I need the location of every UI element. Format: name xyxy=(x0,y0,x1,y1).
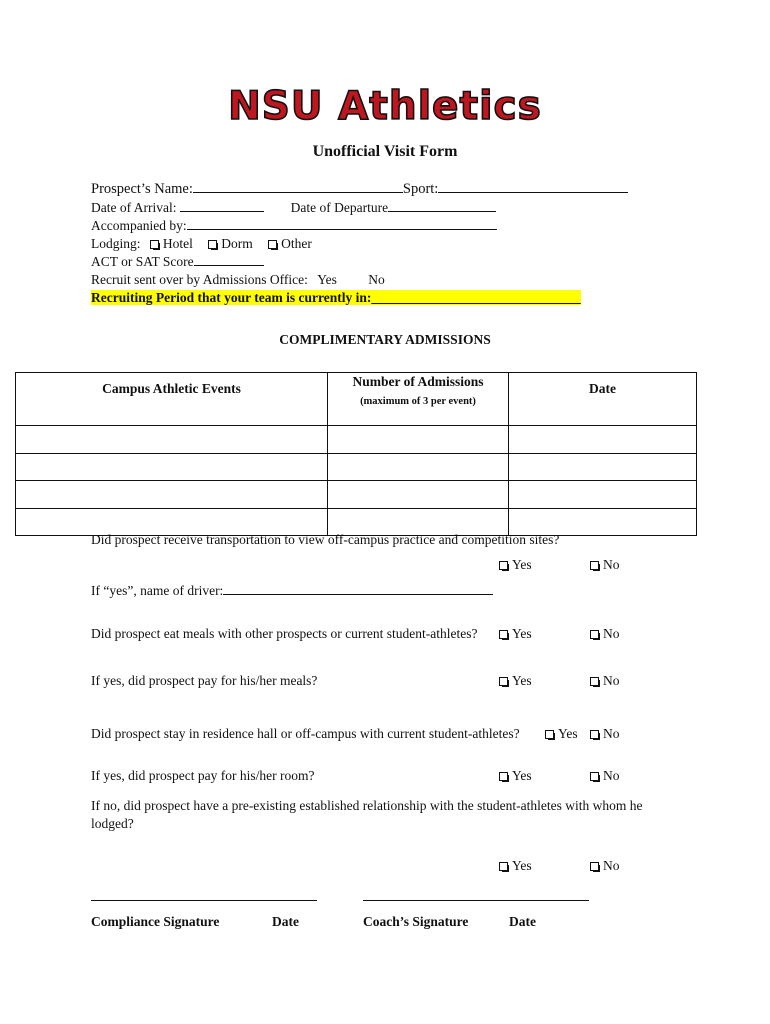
lodging-dorm-option[interactable]: Dorm xyxy=(208,236,253,251)
checkbox-icon[interactable] xyxy=(499,772,508,781)
recruiting-period-label: Recruiting Period that your team is currently in: xyxy=(91,290,372,305)
accompanied-row xyxy=(91,217,497,235)
relationship-question: If no, did prospect have a pre-existing established relationship with the student-athletes with whom he lodged? xyxy=(91,798,643,831)
hotel-checkbox-icon[interactable] xyxy=(150,240,159,249)
checkbox-icon[interactable] xyxy=(499,561,508,570)
arrival-label: Date of Arrival: xyxy=(91,200,177,215)
checkbox-icon[interactable] xyxy=(590,677,599,686)
meals-pay-question: If yes, did prospect pay for his/her meals? xyxy=(91,673,318,688)
transportation-question: Did prospect receive transportation to view off-campus practice and competition sites? xyxy=(91,532,560,547)
recruiting-period-field[interactable]: _______________________________ xyxy=(371,290,581,305)
meals-question: Did prospect eat meals with other prospects or current student-athletes? xyxy=(91,626,478,641)
checkbox-icon[interactable] xyxy=(590,630,599,639)
checkbox-icon[interactable] xyxy=(590,730,599,739)
score-field[interactable] xyxy=(194,253,264,266)
residence-yes[interactable]: Yes xyxy=(545,725,578,743)
arrival-departure-row xyxy=(91,199,496,217)
driver-label: If “yes”, name of driver: xyxy=(91,583,224,598)
accompanied-field[interactable] xyxy=(187,217,497,230)
score-label: ACT or SAT Score xyxy=(91,254,194,269)
residence-no[interactable]: No xyxy=(590,725,620,743)
form-title: Unofficial Visit Form xyxy=(312,143,458,160)
recruit-row xyxy=(91,271,385,289)
admissions-heading: COMPLIMENTARY ADMISSIONS xyxy=(279,332,491,347)
relationship-no[interactable]: No xyxy=(590,857,620,875)
lodging-hotel-option[interactable]: Hotel xyxy=(150,236,193,251)
table-header-row xyxy=(16,373,697,426)
lodging-other-option[interactable]: Other xyxy=(268,236,312,251)
recruit-no[interactable]: No xyxy=(368,272,385,287)
coach-signature-line[interactable] xyxy=(363,900,589,901)
col-date: Date xyxy=(509,373,697,426)
prospect-name-field[interactable] xyxy=(193,180,403,193)
recruiting-period-row xyxy=(91,289,581,307)
meals-pay-no[interactable]: No xyxy=(590,672,620,690)
compliance-signature-line[interactable] xyxy=(91,900,317,901)
table-row xyxy=(16,426,697,454)
admissions-table xyxy=(15,372,697,536)
room-pay-yes[interactable]: Yes xyxy=(499,767,532,785)
coach-signature-label: Coach’s Signature xyxy=(363,914,469,929)
transportation-no[interactable]: No xyxy=(590,556,620,574)
arrival-field[interactable] xyxy=(180,199,264,212)
sport-field[interactable] xyxy=(438,180,628,193)
event-cell[interactable] xyxy=(16,481,328,509)
nsu-athletics-logo: NSU Athletics xyxy=(228,84,542,129)
lodging-label: Lodging: xyxy=(91,236,141,251)
event-cell[interactable] xyxy=(16,426,328,454)
admissions-cell[interactable] xyxy=(328,453,509,481)
checkbox-icon[interactable] xyxy=(590,561,599,570)
other-checkbox-icon[interactable] xyxy=(268,240,277,249)
dorm-checkbox-icon[interactable] xyxy=(208,240,217,249)
prospect-name-row xyxy=(91,180,628,198)
event-cell[interactable] xyxy=(16,453,328,481)
meals-pay-yes[interactable]: Yes xyxy=(499,672,532,690)
prospect-name-label: Prospect’s Name: xyxy=(91,181,193,197)
table-row xyxy=(16,481,697,509)
meals-no[interactable]: No xyxy=(590,625,620,643)
room-pay-no[interactable]: No xyxy=(590,767,620,785)
admissions-cell[interactable] xyxy=(328,481,509,509)
sport-label: Sport: xyxy=(402,181,439,197)
transportation-yes[interactable]: Yes xyxy=(499,556,532,574)
table-row xyxy=(16,453,697,481)
meals-yes[interactable]: Yes xyxy=(499,625,532,643)
recruit-label: Recruit sent over by Admissions Office: xyxy=(91,272,308,287)
checkbox-icon[interactable] xyxy=(499,630,508,639)
checkbox-icon[interactable] xyxy=(545,730,554,739)
departure-label: Date of Departure xyxy=(290,200,389,215)
date-cell[interactable] xyxy=(509,453,697,481)
departure-field[interactable] xyxy=(388,199,496,212)
coach-date-label: Date xyxy=(509,914,536,929)
driver-row xyxy=(91,582,493,600)
col-admissions: Number of Admissions (maximum of 3 per event) xyxy=(328,373,509,426)
score-row xyxy=(91,253,264,271)
col-events: Campus Athletic Events xyxy=(16,373,328,426)
relationship-yes[interactable]: Yes xyxy=(499,857,532,875)
accompanied-label: Accompanied by: xyxy=(91,218,187,233)
checkbox-icon[interactable] xyxy=(590,862,599,871)
date-cell[interactable] xyxy=(509,426,697,454)
compliance-date-label: Date xyxy=(272,914,299,929)
residence-question: Did prospect stay in residence hall or off-campus with current student-athletes? xyxy=(91,726,520,741)
lodging-row xyxy=(91,235,312,253)
checkbox-icon[interactable] xyxy=(499,862,508,871)
checkbox-icon[interactable] xyxy=(499,677,508,686)
admissions-cell[interactable] xyxy=(328,426,509,454)
room-pay-question: If yes, did prospect pay for his/her room? xyxy=(91,768,315,783)
checkbox-icon[interactable] xyxy=(590,772,599,781)
recruit-yes[interactable]: Yes xyxy=(317,272,337,287)
compliance-signature-label: Compliance Signature xyxy=(91,914,220,929)
date-cell[interactable] xyxy=(509,481,697,509)
driver-field[interactable] xyxy=(223,582,493,595)
col-admissions-note: (maximum of 3 per event) xyxy=(360,396,476,407)
